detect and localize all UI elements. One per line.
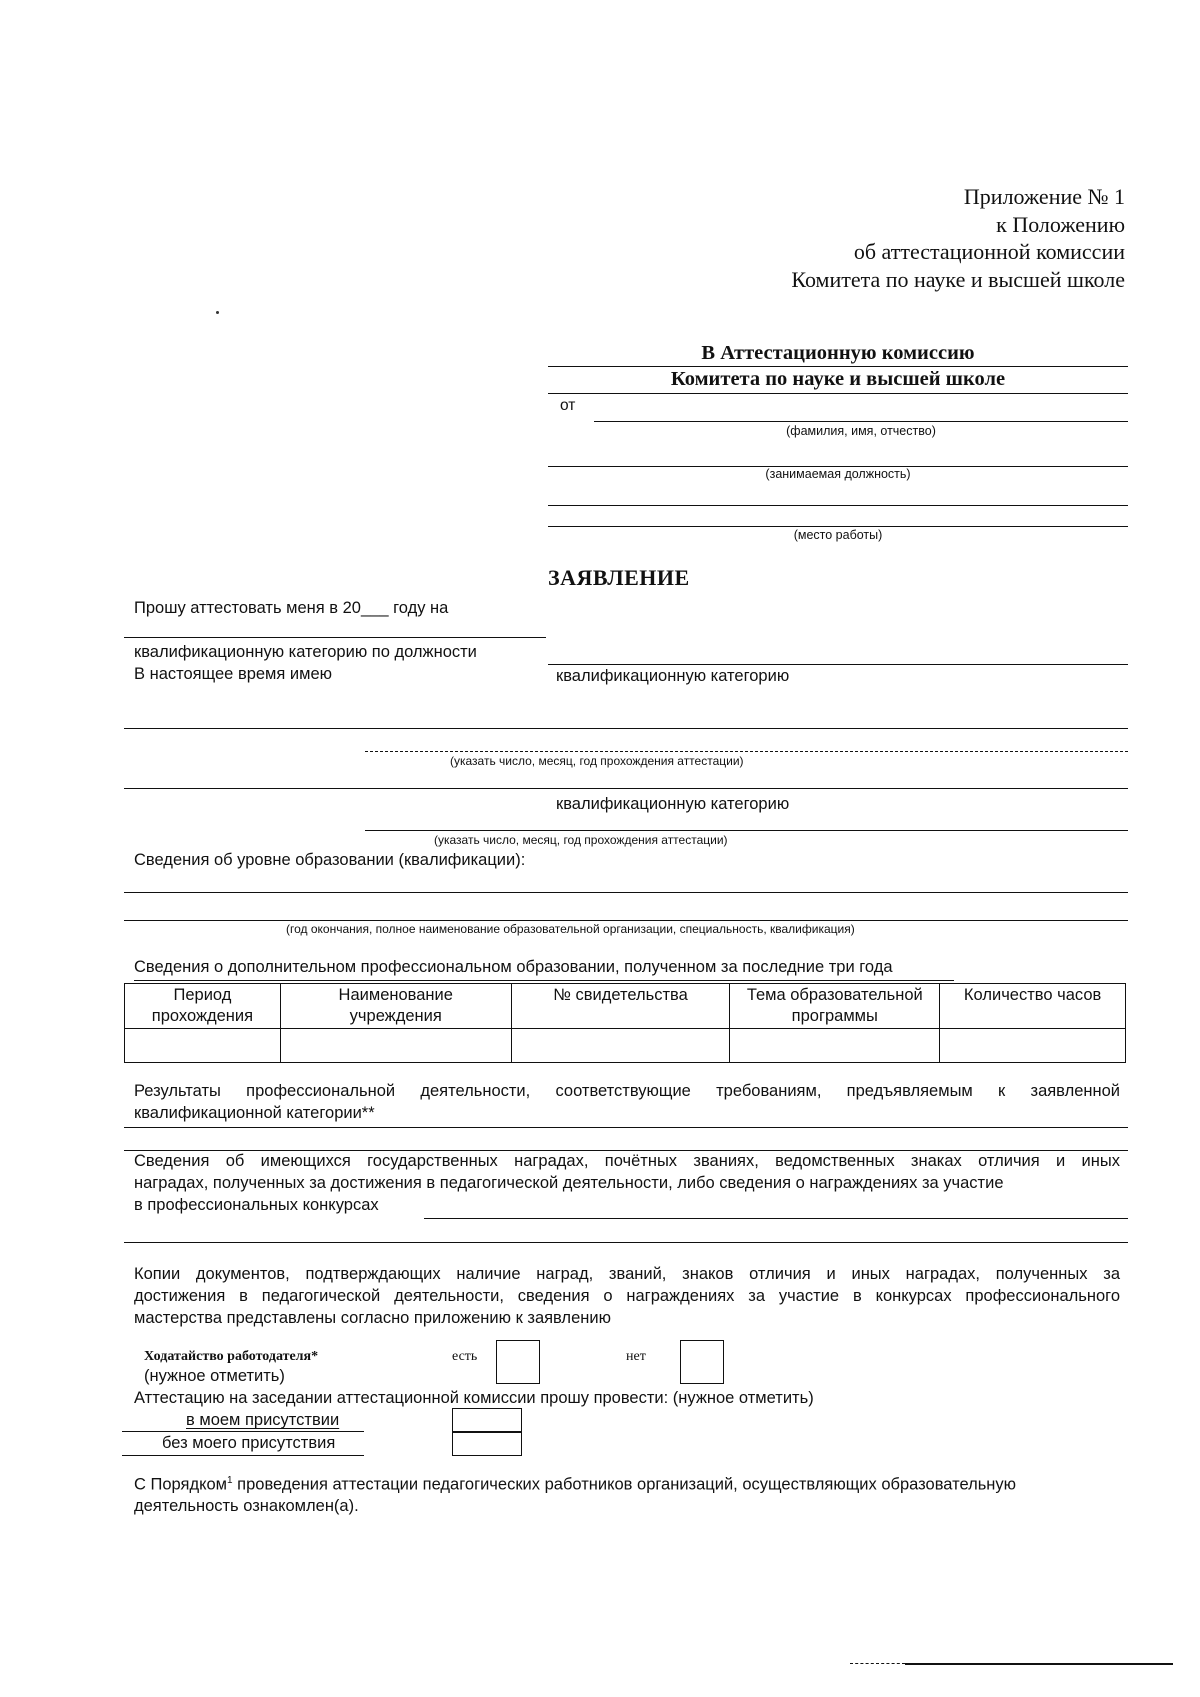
qual-category-2: квалификационную категорию [556, 795, 790, 813]
appendix-line-2: к Положению [996, 211, 1125, 237]
workplace-caption: (место работы) [793, 528, 883, 542]
column-header-program-topic [730, 984, 940, 1029]
attestation-date-2-field[interactable] [365, 830, 1128, 831]
appendix-line-1: Приложение № 1 [963, 184, 1125, 209]
education-label: Сведения об уровне образовании (квалификации): [134, 851, 526, 869]
results-line-2: квалификационной категории** [134, 1104, 375, 1122]
table-cell-hours[interactable] [940, 1029, 1126, 1063]
scan-dot [216, 311, 219, 314]
awards-field-1[interactable] [424, 1218, 1128, 1219]
table-cell-certificate[interactable] [511, 1029, 730, 1063]
fio-field[interactable] [594, 421, 1128, 422]
from-label: от [560, 397, 576, 414]
current-category-field[interactable] [124, 728, 1128, 729]
currently-have-label: В настоящее время имею [134, 665, 333, 683]
addressee-underline-2 [548, 393, 1128, 394]
education-caption: (год окончания, полное наименование образовательной организации, специальность, квалификация) [286, 922, 855, 936]
petition-no-checkbox[interactable] [680, 1340, 724, 1384]
request-line-1: Прошу аттестовать меня в 20___ году на [134, 599, 449, 617]
footnote-separator-solid [905, 1663, 1173, 1665]
appendix-line-3: об аттестационной комиссии [853, 239, 1125, 264]
petition-no-label: нет [626, 1349, 646, 1364]
petition-hint: (нужное отметить) [144, 1367, 285, 1385]
additional-education-label-underline [134, 980, 954, 981]
column-header-institution [280, 984, 511, 1029]
procedure-line-1-rest: проведения аттестации педагогических работников организаций, осуществляющих образовательную [232, 1475, 1017, 1494]
procedure-prefix[interactable]: С Порядком [134, 1475, 228, 1494]
appendix-line-4: Комитета по науке и высшей школе [791, 266, 1125, 292]
table-cell-program-topic[interactable] [730, 1029, 940, 1063]
column-header-hours-line-1: Количество часов [963, 986, 1102, 1004]
education-field-1[interactable] [124, 892, 1128, 893]
column-header-period [125, 984, 281, 1029]
copies-line-3: мастерства представлены согласно приложению к заявлению [134, 1309, 611, 1327]
procedure-line-2: деятельность ознакомлен(а). [134, 1497, 359, 1515]
attendance-with-me-line [122, 1431, 364, 1432]
position-name-field[interactable] [548, 664, 1128, 665]
attendance-label: Аттестацию на заседании аттестационной комиссии прошу провести: (нужное отметить) [134, 1389, 814, 1407]
column-header-program-topic-line-2: программы [791, 1007, 878, 1025]
qual-category-1: квалификационную категорию [556, 667, 790, 685]
awards-line-3: в профессиональных конкурсах [134, 1196, 379, 1214]
workplace-field-1[interactable] [548, 505, 1128, 506]
table-row [125, 1029, 1126, 1063]
results-field-1[interactable] [124, 1127, 1128, 1128]
attestation-date-1-caption: (указать число, месяц, год прохождения аттестации) [450, 754, 744, 768]
addressee-line-1: В Аттестационную комиссию [701, 342, 975, 364]
attestation-date-2-caption: (указать число, месяц, год прохождения аттестации) [434, 833, 728, 847]
column-header-institution-line-2: учреждения [349, 1007, 442, 1025]
awards-field-2[interactable] [124, 1242, 1128, 1243]
awards-line-1: Сведения об имеющихся государственных наградах, почётных званиях, ведомственных знаках отличия и иных [134, 1152, 1120, 1170]
attestation-date-1-field[interactable] [365, 751, 1128, 752]
second-category-field[interactable] [124, 788, 1128, 789]
attendance-without-me-line [122, 1455, 364, 1456]
column-header-period-line-1: Период [173, 986, 232, 1004]
attendance-with-me-checkbox[interactable] [452, 1408, 522, 1433]
fio-caption: (фамилия, имя, отчество) [786, 424, 936, 438]
results-line-1: Результаты профессиональной деятельности, соответствующие требованиям, предъявляемым к заявленной [134, 1082, 1120, 1100]
category-by-position: квалификационную категорию по должности [134, 643, 477, 661]
attendance-with-me-label: в моем присутствии [186, 1411, 340, 1429]
copies-line-1: Копии документов, подтверждающих наличие наград, званий, знаков отличия и иных наградах, полученных за [134, 1265, 1120, 1283]
additional-education-label: Сведения о дополнительном профессиональном образовании, полученном за последние три года [134, 958, 893, 976]
attendance-without-me-checkbox[interactable] [452, 1431, 522, 1456]
table-header-row [125, 984, 1126, 1029]
column-header-period-line-2: прохождения [151, 1007, 254, 1025]
petition-yes-label: есть [452, 1349, 478, 1364]
footnote-separator [850, 1663, 905, 1664]
attendance-without-me-label: без моего присутствия [162, 1434, 336, 1452]
appendix-header [791, 183, 1125, 293]
column-header-program-topic-line-1: Тема образовательной [746, 986, 923, 1004]
position-caption: (занимаемая должность) [765, 467, 911, 481]
awards-line-2: наградах, полученных за достижения в педагогической деятельности, либо сведения о награждениях за участие [134, 1174, 1004, 1192]
document-title: ЗАЯВЛЕНИЕ [548, 565, 690, 590]
workplace-field-2[interactable] [548, 526, 1128, 527]
additional-education-table [124, 983, 1126, 1063]
addressee-line-2: Комитета по науке и высшей школе [670, 368, 1006, 390]
column-header-institution-line-1: Наименование [338, 986, 453, 1004]
procedure-footnote-mark: 1 [227, 1475, 233, 1486]
education-field-2[interactable] [124, 920, 1128, 921]
category-field[interactable] [124, 637, 546, 638]
petition-yes-checkbox[interactable] [496, 1340, 540, 1384]
procedure-line-1 [134, 1475, 1016, 1495]
table-cell-institution[interactable] [280, 1029, 511, 1063]
column-header-certificate-line-1: № свидетельства [553, 986, 688, 1004]
column-header-hours [940, 984, 1126, 1029]
table-cell-period[interactable] [125, 1029, 281, 1063]
addressee-underline-1 [548, 366, 1128, 367]
copies-line-2: достижения в педагогической деятельности, сведения о награждениях за участие в конкурсах профессионального [134, 1287, 1120, 1305]
column-header-certificate [511, 984, 730, 1029]
petition-label: Ходатайство работодателя* [144, 1349, 319, 1364]
results-field-2[interactable] [124, 1150, 1128, 1151]
